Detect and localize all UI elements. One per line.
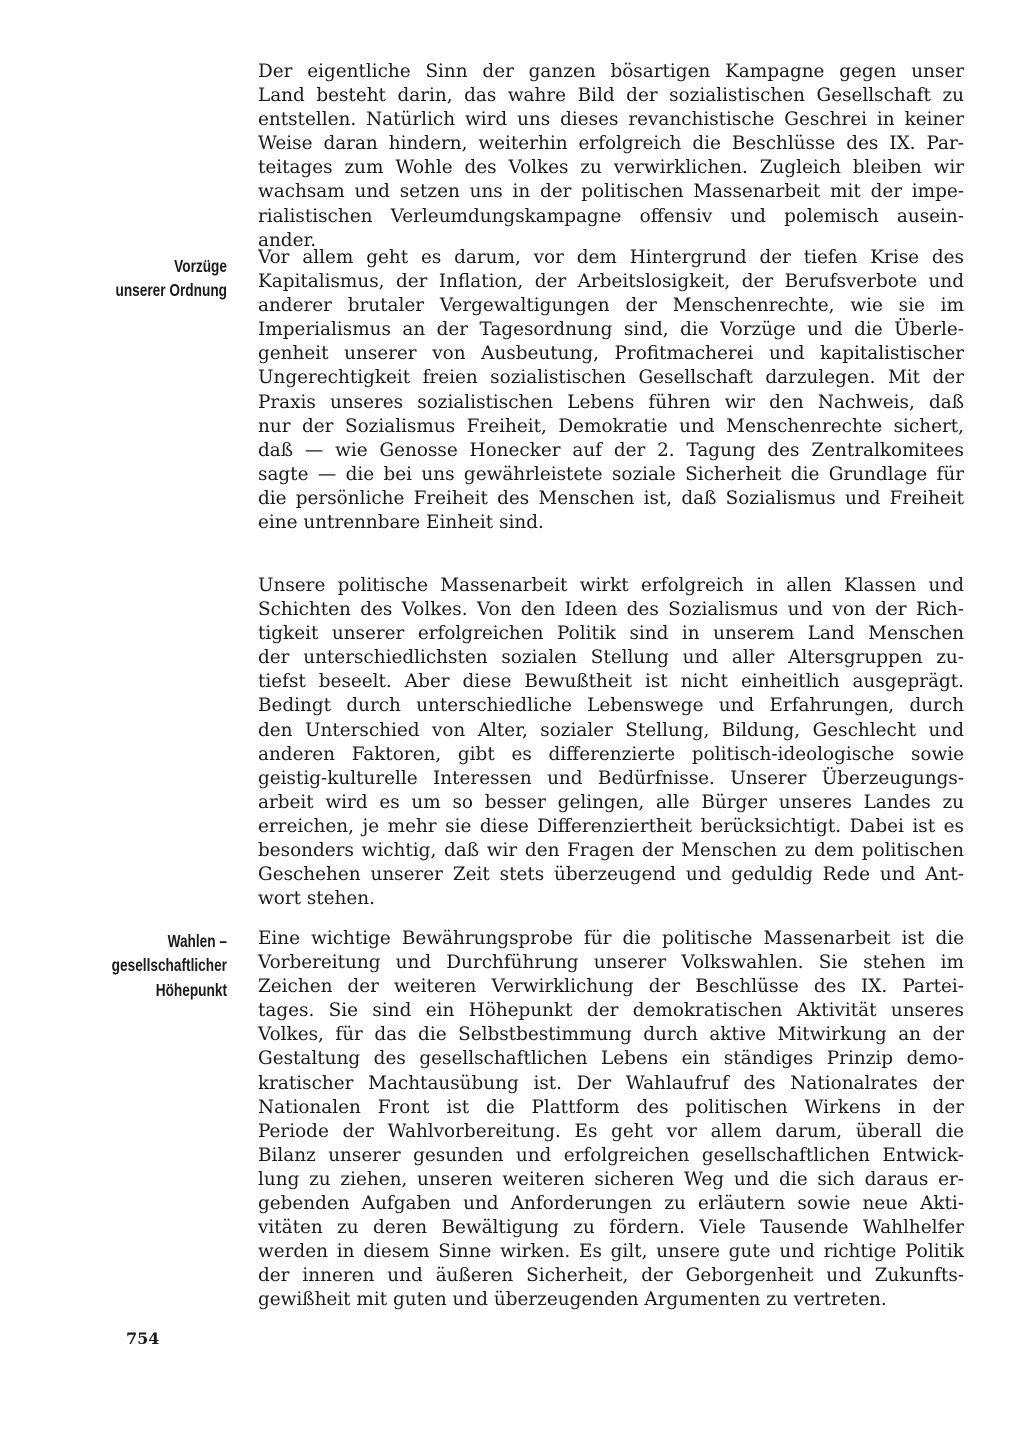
- text-line: Der eigentliche Sinn der ganzen bösartigen Kampagne gegen unser: [258, 61, 964, 82]
- text-line: teitages zum Wohle des Volkes zu verwirklichen. Zugleich bleiben wir: [258, 157, 964, 179]
- text-line: tiefst beseelt. Aber diese Bewußtheit ist nicht einheitlich ausgeprägt.: [258, 671, 964, 693]
- paragraph: [258, 927, 964, 1313]
- text-line: Bilanz unserer gesunden und erfolgreichen gesellschaftlichen Entwick-: [258, 1144, 964, 1166]
- text-line: gebenden Aufgaben und Anforderungen zu erläutern sowie neue Akti-: [258, 1193, 964, 1215]
- text-line: wort stehen.: [258, 888, 375, 910]
- text-line: Land besteht darin, das wahre Bild der sozialistischen Gesellschaft zu: [258, 85, 964, 107]
- text-line: vitäten zu deren Bewältigung zu fördern. Viele Tausende Wahlhelfer: [258, 1217, 964, 1239]
- text-line: Periode der Wahlvorbereitung. Es geht vor allem darum, überall die: [258, 1120, 964, 1142]
- text-line: der unterschiedlichsten sozialen Stellung und aller Altersgruppen zu-: [258, 647, 964, 669]
- paragraph: [258, 574, 964, 911]
- text-line: sagte — die bei uns gewährleistete soziale Sicherheit die Grundlage für: [258, 463, 964, 485]
- text-line: tigkeit unserer erfolgreichen Politik sind in unserem Land Menschen: [258, 623, 964, 645]
- margin-note-line: Höhepunkt: [155, 979, 227, 1000]
- text-line: Gestaltung des gesellschaftlichen Lebens ein ständiges Prinzip demo-: [258, 1048, 964, 1070]
- margin-note: [102, 254, 227, 303]
- text-line: anderen Faktoren, gibt es differenzierte politisch-ideologische sowie: [258, 743, 964, 765]
- text-line: Vorbereitung und Durchführung unserer Volkswahlen. Sie stehen im: [258, 952, 964, 974]
- text-line: nur der Sozialismus Freiheit, Demokratie und Menschenrechte sichert,: [258, 415, 964, 437]
- text-line: lung zu ziehen, unseren weiteren sicheren Weg und die sich daraus er-: [258, 1168, 964, 1190]
- text-line: daß — wie Genosse Honecker auf der 2. Tagung des Zentralkomitees: [258, 439, 964, 461]
- text-line: wachsam und setzen uns in der politischen Massenarbeit mit der impe-: [258, 181, 964, 203]
- margin-note-line: unserer Ordnung: [115, 280, 227, 301]
- text-line: die persönliche Freiheit des Menschen ist, daß Sozialismus und Freiheit: [258, 487, 964, 509]
- text-line: Nationalen Front ist die Plattform des politischen Wirkens in der: [258, 1096, 964, 1118]
- text-line: Imperialismus an der Tagesordnung sind, die Vorzüge und die Überle-: [258, 319, 964, 341]
- text-line: genheit unserer von Ausbeutung, Profitmacherei und kapitalistischer: [258, 343, 964, 365]
- text-line: werden in diesem Sinne wirken. Es gilt, unsere gute und richtige Politik: [258, 1241, 964, 1263]
- text-line: entstellen. Natürlich wird uns dieses revanchistische Geschrei in keiner: [258, 109, 964, 131]
- text-line: besonders wichtig, daß wir den Fragen der Menschen zu dem politischen: [258, 840, 964, 862]
- margin-note-line: Vorzüge: [174, 256, 227, 276]
- text-line: Zeichen der weiteren Verwirklichung der Beschlüsse des IX. Partei-: [258, 976, 964, 998]
- text-line: Schichten des Volkes. Von den Ideen des Sozialismus und von der Rich-: [258, 599, 964, 621]
- text-line: Weise daran hindern, weiterhin erfolgreich die Beschlüsse des IX. Par-: [258, 133, 964, 155]
- margin-note-line: gesellschaftlicher: [111, 955, 227, 976]
- text-line: Kapitalismus, der Inflation, der Arbeitslosigkeit, der Berufsverbote und: [258, 271, 964, 293]
- text-line: den Unterschied von Alter, sozialer Stellung, Bildung, Geschlecht und: [258, 719, 964, 741]
- text-line: arbeit wird es um so besser gelingen, alle Bürger unseres Landes zu: [258, 791, 964, 813]
- text-line: geistig-kulturelle Interessen und Bedürfnisse. Unserer Überzeugungs-: [258, 767, 964, 789]
- text-line: Vor allem geht es darum, vor dem Hintergrund der tiefen Krise des: [258, 247, 964, 268]
- text-line: Geschehen unserer Zeit stets überzeugend und geduldig Rede und Ant-: [258, 864, 964, 886]
- text-line: gewißheit mit guten und überzeugenden Argumenten zu vertreten.: [258, 1289, 887, 1311]
- text-line: kratischer Machtausübung ist. Der Wahlaufruf des Nationalrates der: [258, 1072, 964, 1094]
- text-line: der inneren und äußeren Sicherheit, der Geborgenheit und Zukunfts-: [258, 1265, 964, 1287]
- text-line: erreichen, je mehr sie diese Differenziertheit berücksichtigt. Dabei ist es: [258, 815, 964, 837]
- paragraph: [258, 60, 964, 253]
- text-line: eine untrennbare Einheit sind.: [258, 512, 544, 534]
- text-line: tages. Sie sind ein Höhepunkt der demokratischen Aktivität unseres: [258, 1000, 964, 1022]
- text-line: ander.: [258, 229, 317, 251]
- paragraph: [258, 246, 964, 535]
- page-number: 754: [126, 1329, 160, 1348]
- margin-note: [102, 929, 227, 1002]
- text-line: Unsere politische Massenarbeit wirkt erfolgreich in allen Klassen und: [258, 575, 964, 596]
- text-line: Praxis unseres sozialistischen Lebens führen wir den Nachweis, daß: [258, 391, 964, 413]
- text-line: Eine wichtige Bewährungsprobe für die politische Massenarbeit ist die: [258, 928, 964, 949]
- text-line: rialistischen Verleumdungskampagne offensiv und polemisch ausein-: [258, 205, 964, 227]
- text-line: Ungerechtigkeit freien sozialistischen Gesellschaft darzulegen. Mit der: [258, 367, 964, 389]
- text-line: Volkes, für das die Selbstbestimmung durch aktive Mitwirkung an der: [258, 1024, 964, 1046]
- text-line: anderer brutaler Vergewaltigungen der Menschenrechte, wie sie im: [258, 295, 964, 317]
- text-line: Bedingt durch unterschiedliche Lebenswege und Erfahrungen, durch: [258, 695, 964, 717]
- margin-note-line: Wahlen –: [167, 931, 227, 951]
